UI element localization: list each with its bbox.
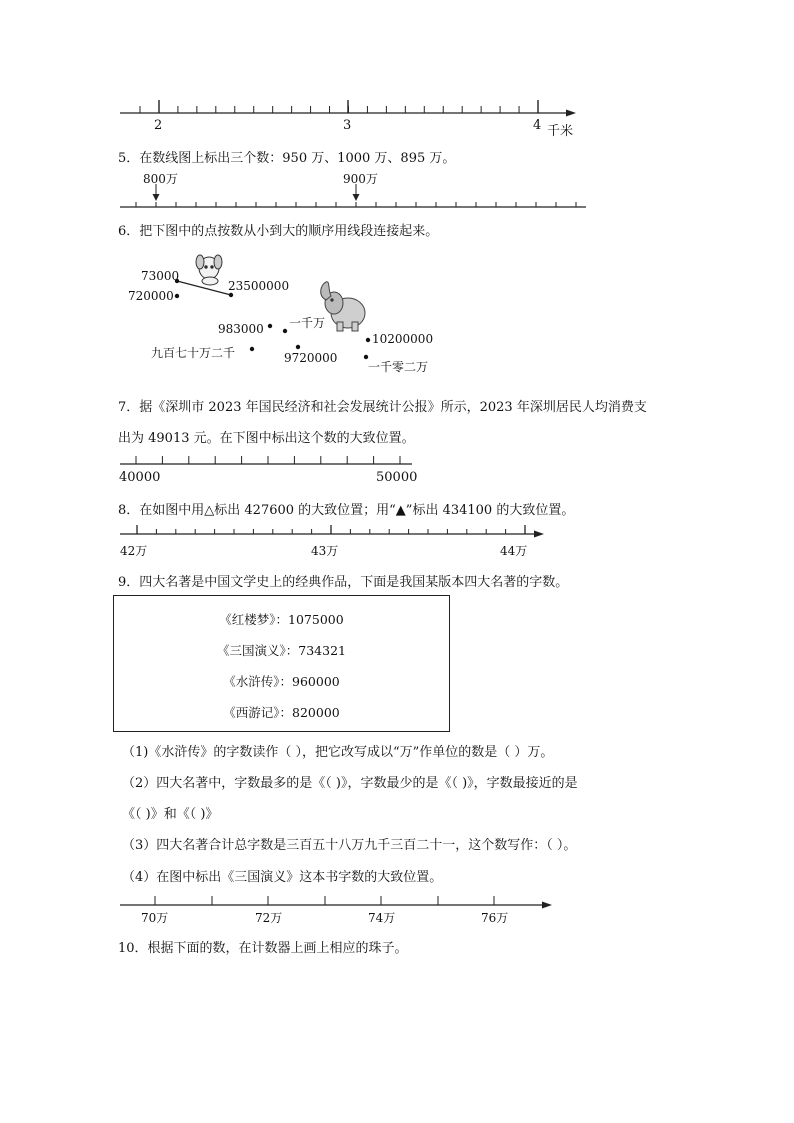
question-7-line1: 7．据《深圳市 2023 年国民经济和社会发展统计公报》所示，2023 年深圳居民人均消费支 (118, 400, 647, 415)
question-9: 9．四大名著是中国文学史上的经典作品，下面是我国某版本四大名著的字数。 (118, 575, 569, 590)
point-yiqianlingerwan: 一千零二万 (368, 360, 429, 374)
marker-800: 800万 (143, 172, 178, 186)
point-9720000: 9720000 (284, 351, 338, 365)
label-44wan: 44万 (500, 544, 528, 558)
book-hongloumeng: 《红楼梦》：1075000 (219, 612, 344, 627)
marker-900: 900万 (343, 172, 378, 186)
label-70wan: 70万 (141, 911, 169, 925)
label-76wan: 76万 (481, 911, 509, 925)
book-xiyouji: 《西游记》：820000 (223, 705, 340, 720)
question-9-1: （1)《水浒传》的字数读作（ ），把它改写成以“万”作单位的数是（ ）万。 (122, 745, 554, 760)
point-720000: 720000 (128, 289, 174, 303)
label-72wan: 72万 (255, 911, 283, 925)
question-6: 6．把下图中的点按数从小到大的顺序用线段连接起来。 (118, 224, 439, 239)
label-50000: 50000 (376, 470, 418, 485)
point-jiubaiqishiwanerqian: 九百七十万二千 (151, 346, 236, 360)
question-10: 10．根据下面的数，在计数器上画上相应的珠子。 (118, 941, 408, 956)
question-9-4: （4）在图中标出《三国演义》这本书字数的大致位置。 (122, 870, 443, 885)
label-40000: 40000 (119, 470, 161, 485)
label-42wan: 42万 (120, 544, 148, 558)
label-74wan: 74万 (368, 911, 396, 925)
point-983000: 983000 (218, 322, 264, 336)
point-23500000: 23500000 (228, 279, 290, 293)
tick-label-3: 3 (343, 118, 352, 133)
unit-label: 千米 (547, 124, 574, 139)
question-9-3: （3）四大名著合计总字数是三百五十八万九千三百二十一，这个数写作：（ ）。 (122, 838, 577, 853)
book-shuihuzhuan: 《水浒传》：960000 (223, 674, 340, 689)
question-8: 8．在如图中用△标出 427600 的大致位置；用“▲”标出 434100 的大致位置。 (118, 503, 575, 518)
question-7-line2: 出为 49013 元。在下图中标出这个数的大致位置。 (118, 431, 415, 446)
point-10200000: 10200000 (372, 332, 434, 346)
label-43wan: 43万 (311, 544, 339, 558)
point-yiqianwan: 一千万 (289, 316, 326, 330)
question-9-2-line1: （2）四大名著中，字数最多的是《（ )》，字数最少的是《（ )》，字数最接近的是 (122, 776, 578, 791)
point-73000: 73000 (141, 269, 180, 283)
tick-label-4: 4 (533, 118, 542, 133)
question-9-2-line2: 《（ )》和《（ )》 (122, 807, 219, 822)
book-sanguoyanyi: 《三国演义》：734321 (217, 643, 346, 658)
question-5: 5．在数线图上标出三个数：950 万、1000 万、895 万。 (118, 151, 456, 166)
tick-label-2: 2 (154, 118, 163, 133)
